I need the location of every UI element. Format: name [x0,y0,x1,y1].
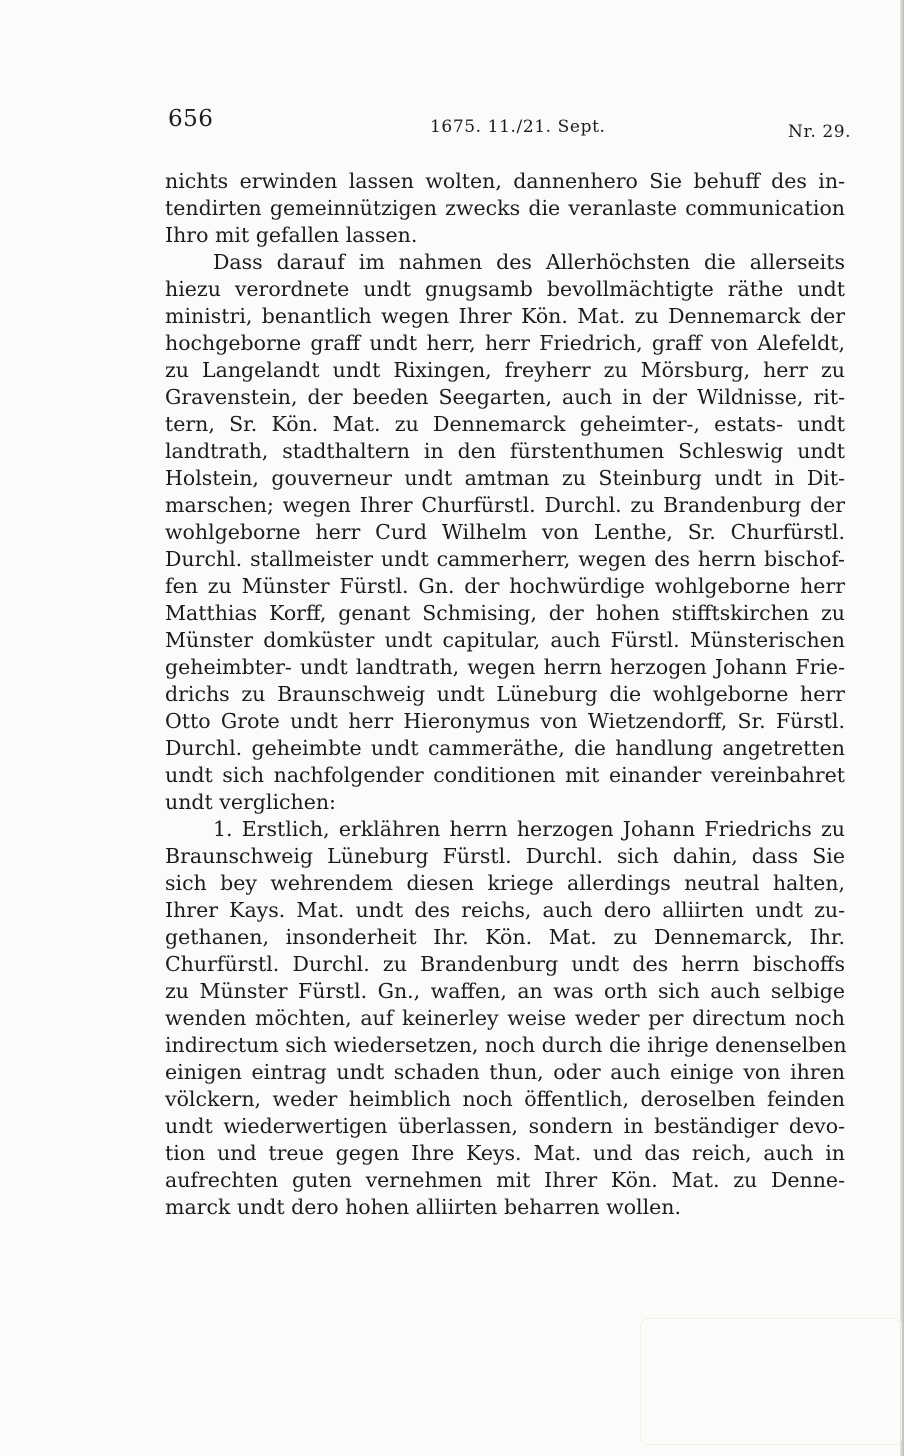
text-line: indirectum sich wiedersetzen, noch durch die ihrige denenselben [165,1033,847,1057]
page-number: 656 [168,106,214,132]
text-line: Otto Grote undt herr Hieronymus von Wietzendorff, Sr. Fürstl. [165,709,845,733]
document-number: Nr. 29. [788,122,852,142]
text-line: einigen eintrag undt schaden thun, oder auch einige von ihren [165,1060,845,1084]
text-line: undt wiederwertigen überlassen, sondern in beständiger devo- [165,1114,845,1138]
text-line: Gravenstein, der beeden Seegarten, auch in der Wildnisse, rit- [165,385,845,409]
text-line: Braunschweig Lüneburg Fürstl. Durchl. sich dahin, dass Sie [165,844,845,868]
text-line: undt sich nachfolgender conditionen mit einander vereinbahret [165,763,845,787]
page-edge [900,0,904,1456]
text-line: geheimbter- undt landtrath, wegen herrn herzogen Johann Frie- [165,655,845,679]
text-line: Churfürstl. Durchl. zu Brandenburg undt des herrn bischoffs [165,952,845,976]
text-line: sich bey wehrendem diesen kriege allerdings neutral halten, [165,871,845,895]
text-line: gethanen, insonderheit Ihr. Kön. Mat. zu Dennemarck, Ihr. [165,925,845,949]
text-line: aufrechten guten vernehmen mit Ihrer Kön. Mat. zu Denne- [165,1168,845,1192]
text-line: hochgeborne graff undt herr, herr Friedrich, graff von Alefeldt, [165,331,845,355]
text-line: völckern, weder heimblich noch öffentlich, deroselben feinden [165,1087,845,1111]
body-text [165,168,845,1221]
text-line: tion und treue gegen Ihre Keys. Mat. und das reich, auch in [165,1141,845,1165]
text-line: ministri, benantlich wegen Ihrer Kön. Mat. zu Dennemarck der [165,304,845,328]
text-line: tern, Sr. Kön. Mat. zu Dennemarck geheimter-, estats- undt [165,412,845,436]
text-line: Matthias Korff, genant Schmising, der hohen stifftskirchen zu [165,601,845,625]
text-line: Holstein, gouverneur undt amtman zu Steinburg undt in Dit- [165,466,845,490]
text-line: 1. Erstlich, erklähren herrn herzogen Johann Friedrichs zu [213,817,845,841]
text-line: zu Münster Fürstl. Gn., waffen, an was orth sich auch selbige [165,979,845,1003]
text-line: Ihro mit gefallen lassen. [165,223,418,247]
paper-mark [640,1318,902,1445]
text-line: undt verglichen: [165,790,336,814]
text-line: wohlgeborne herr Curd Wilhelm von Lenthe, Sr. Churfürstl. [165,520,845,544]
text-line: Dass darauf im nahmen des Allerhöchsten die allerseits [213,250,845,274]
text-line: Durchl. stallmeister undt cammerherr, wegen des herrn bischof- [165,547,845,571]
header-date: 1675. 11./21. Sept. [430,117,606,137]
text-line: Ihrer Kays. Mat. undt des reichs, auch dero alliirten undt zu- [165,898,845,922]
text-line: nichts erwinden lassen wolten, dannenhero Sie behuff des in- [165,169,845,193]
text-line: marck undt dero hohen alliirten beharren wollen. [165,1195,681,1219]
text-line: Münster domküster undt capitular, auch Fürstl. Münsterischen [165,628,845,652]
text-line: Durchl. geheimbte undt cammeräthe, die handlung angetretten [165,736,845,760]
text-line: wenden möchten, auf keinerley weise weder per directum noch [165,1006,845,1030]
text-line: fen zu Münster Fürstl. Gn. der hochwürdige wohlgeborne herr [165,574,845,598]
text-line: zu Langelandt undt Rixingen, freyherr zu Mörsburg, herr zu [165,358,845,382]
text-line: marschen; wegen Ihrer Churfürstl. Durchl. zu Brandenburg der [165,493,845,517]
text-line: hiezu verordnete undt gnugsamb bevollmächtigte räthe undt [165,277,845,301]
text-line: landtrath, stadthaltern in den fürstenthumen Schleswig undt [165,439,845,463]
text-line: tendirten gemeinnützigen zwecks die veranlaste communication [165,196,845,220]
text-line: drichs zu Braunschweig undt Lüneburg die wohlgeborne herr [165,682,845,706]
